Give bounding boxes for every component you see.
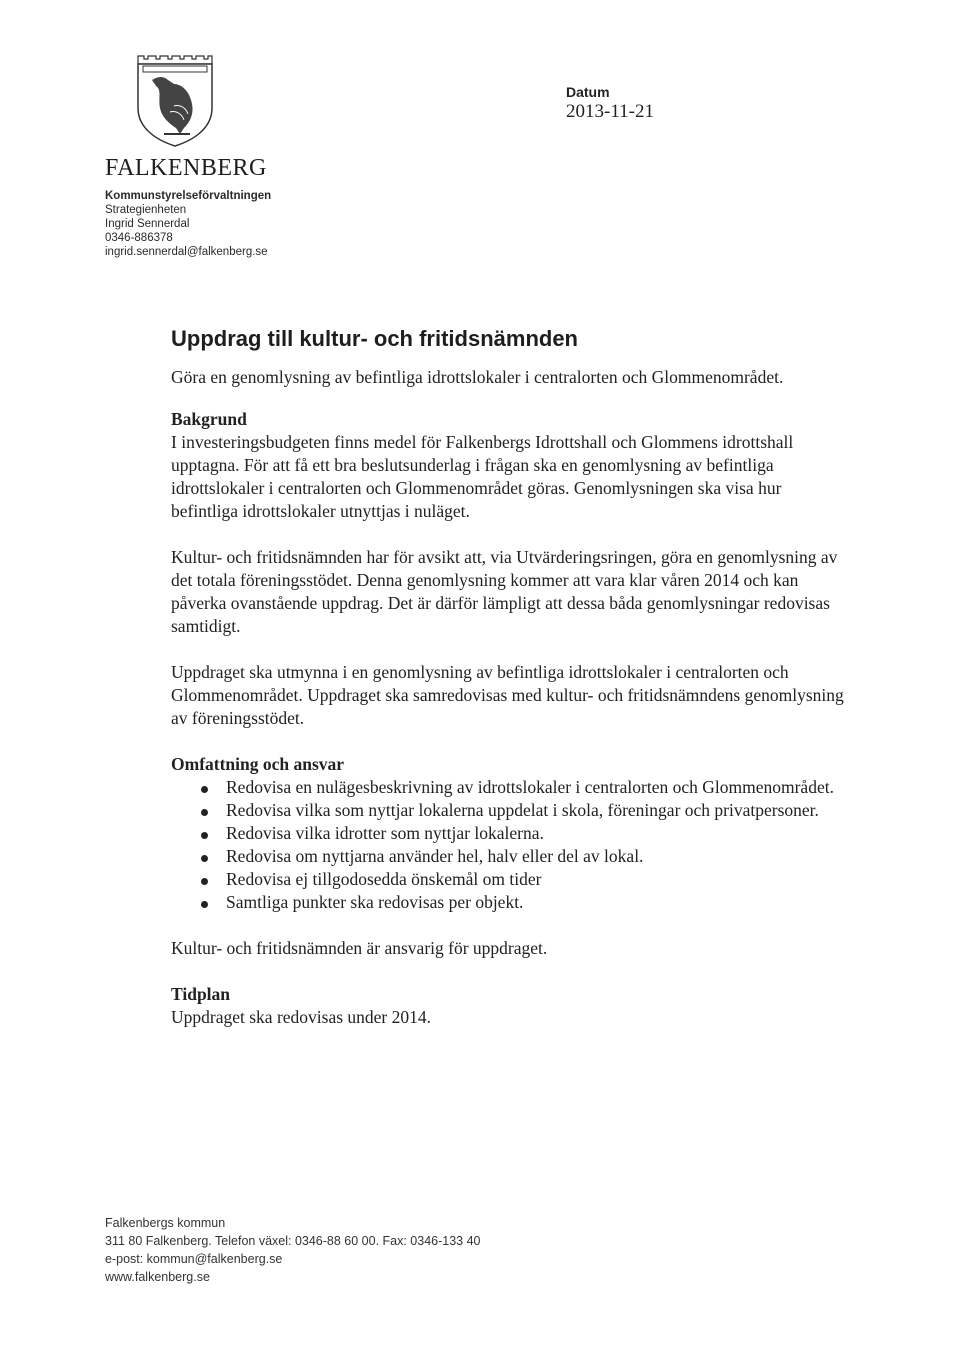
date-value: 2013-11-21: [566, 101, 654, 122]
date-block: [566, 84, 654, 123]
sender-department: Kommunstyrelseförvaltningen: [105, 190, 272, 202]
list-item: Redovisa en nulägesbeskrivning av idrottslokaler i centralorten och Glommenområdet.: [171, 776, 851, 799]
section-heading-background: Bakgrund: [171, 409, 247, 429]
timeline-section: [171, 983, 851, 1029]
background-section: [171, 408, 851, 523]
sender-name: Ingrid Sennerdal: [105, 218, 190, 230]
timeline-paragraph: Uppdraget ska redovisas under 2014.: [171, 1007, 432, 1027]
bullet-icon: [201, 809, 208, 816]
scope-section: [171, 753, 851, 914]
list-item: Redovisa ej tillgodosedda önskemål om tider: [171, 868, 851, 891]
falcon-crest-icon: [134, 48, 216, 148]
sender-block: [105, 189, 271, 259]
bullet-icon: [201, 832, 208, 839]
background-paragraph-2: Kultur- och fritidsnämnden har för avsikt att, via Utvärderingsringen, göra en genomlysning av det totala föreningsstödet. Denna genomlysning kommer att vara klar våren 2014 och kan påverka ovanstående uppdrag. Det är därför lämpligt att dessa båda genomlysningar redovisas samtidigt.: [171, 547, 838, 636]
responsibility-paragraph: Kultur- och fritidsnämnden är ansvarig för uppdraget.: [171, 938, 548, 958]
date-label: Datum: [566, 84, 610, 100]
footer-org: Falkenbergs kommun: [105, 1216, 226, 1230]
list-item: Samtliga punkter ska redovisas per objekt.: [171, 891, 851, 914]
footer: [105, 1214, 481, 1286]
page-title: Uppdrag till kultur- och fritidsnämnden: [171, 326, 578, 351]
bullet-icon: [201, 878, 208, 885]
bullet-icon: [201, 855, 208, 862]
footer-website: www.falkenberg.se: [105, 1270, 210, 1284]
background-paragraph-3: Uppdraget ska utmynna i en genomlysning av befintliga idrottslokaler i centralorten och Glommenområdet. Uppdraget ska samredovisas med kultur- och fritidsnämndens genomlysning av föreningsstödet.: [171, 662, 844, 728]
bullet-icon: [201, 901, 208, 908]
bullet-icon: [201, 786, 208, 793]
background-paragraph-1: I investeringsbudgeten finns medel för Falkenbergs Idrottshall och Glommens idrottshall upptagna. För att få ett bra beslutsunderlag i frågan ska en genomlysning av befintliga idrottslokaler i centralorten och Glommenområdet göras. Genomlysningen ska visa hur befintliga idrottslokaler utnyttjas i nuläget.: [171, 432, 794, 521]
org-name: FALKENBERG: [105, 155, 267, 181]
list-item: Redovisa vilka som nyttjar lokalerna uppdelat i skola, föreningar och privatpersoner.: [171, 799, 851, 822]
scope-list: [171, 776, 851, 914]
footer-email: e-post: kommun@falkenberg.se: [105, 1252, 283, 1266]
document-body: [171, 326, 851, 1029]
lead-paragraph: Göra en genomlysning av befintliga idrottslokaler i centralorten och Glommenområdet.: [171, 367, 784, 387]
section-heading-scope: Omfattning och ansvar: [171, 754, 345, 774]
list-item: Redovisa om nyttjarna använder hel, halv eller del av lokal.: [171, 845, 851, 868]
sender-phone: 0346-886378: [105, 232, 173, 244]
sender-unit: Strategienheten: [105, 204, 187, 216]
footer-address: 311 80 Falkenberg. Telefon växel: 0346-88 60 00. Fax: 0346-133 40: [105, 1234, 481, 1248]
sender-email: ingrid.sennerdal@falkenberg.se: [105, 246, 268, 258]
list-item: Redovisa vilka idrotter som nyttjar lokalerna.: [171, 822, 851, 845]
section-heading-timeline: Tidplan: [171, 984, 231, 1004]
